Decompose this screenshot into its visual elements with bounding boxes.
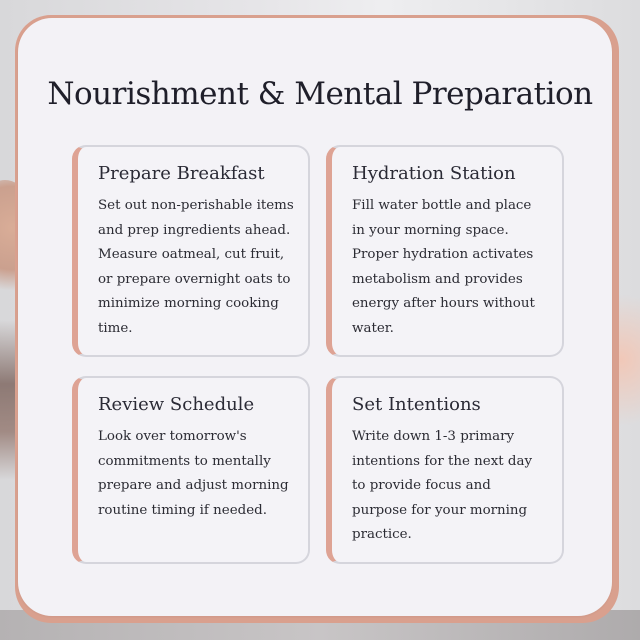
page-title: Nourishment & Mental Preparation	[47, 76, 593, 112]
card-title: Set Intentions	[352, 394, 481, 415]
card-body: Write down 1-3 primary intentions for the next day to provide focus and purpose for your morning practice.	[352, 429, 533, 543]
card-body: Set out non-perishable items and prep ingredients ahead. Measure oatmeal, cut fruit, or prepare overnight oats to minimize morning cooking time.	[98, 198, 294, 336]
card-body: Fill water bottle and place in your morning space. Proper hydration activates metabolism and provides energy after hours without water.	[352, 198, 535, 336]
card-review-schedule	[72, 376, 310, 564]
card-title: Review Schedule	[98, 394, 255, 415]
card-set-intentions	[326, 376, 564, 564]
card-hydration-station	[326, 145, 564, 357]
card-title: Prepare Breakfast	[98, 163, 265, 184]
card-prepare-breakfast	[72, 145, 310, 357]
card-body: Look over tomorrow's commitments to mentally prepare and adjust morning routine timing if needed.	[98, 429, 289, 518]
card-title: Hydration Station	[352, 163, 516, 184]
